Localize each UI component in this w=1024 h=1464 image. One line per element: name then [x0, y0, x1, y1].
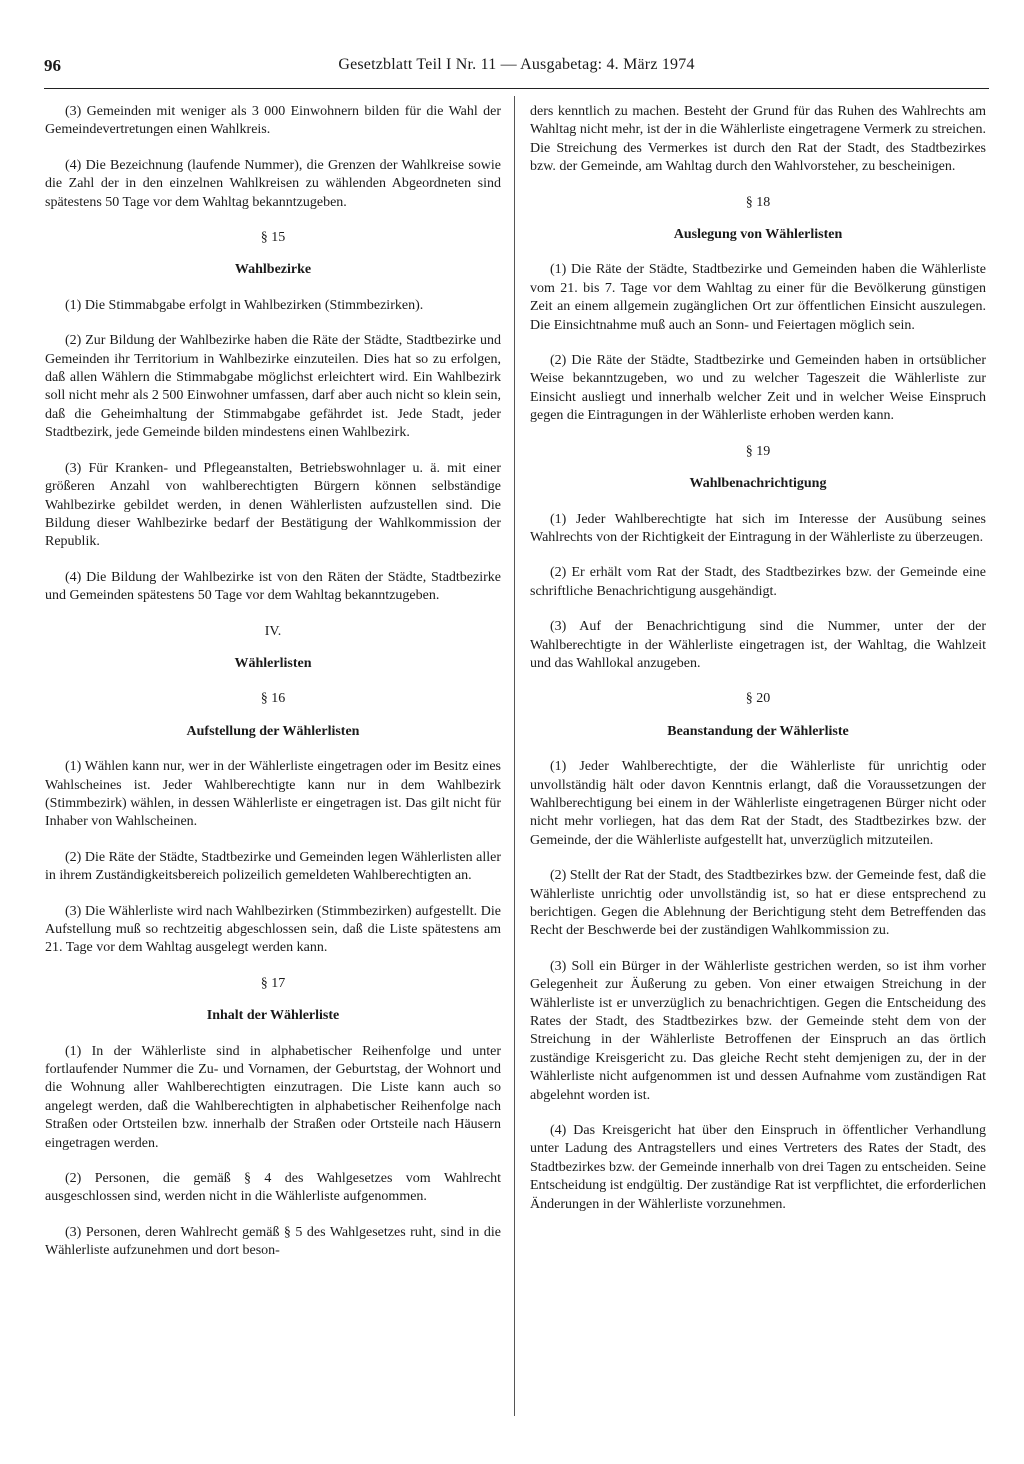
paragraph-15-2: (2) Zur Bildung der Wahlbezirke haben die Räte der Städte, Stadtbezirke und Gemeinden ihr Territorium in Wahlbezirke einzuteilen. Dies hat so zu erfolgen, daß allen Wählern die Stimmabgabe möglichst erleichtert wird. Ein Wahlbezirk soll nicht mehr als 2 500 Einwohner umfassen, darf aber auch nicht so klein sein, daß die Geheimhaltung der Stimmabgabe gefährdet ist. Jede Stadt, jeder Stadtbezirk, jede Gemeinde bilden mindestens einen Wahlbezirk. — [45, 333, 501, 441]
page-header — [44, 52, 989, 89]
paragraph-15-4: (4) Die Bildung der Wahlbezirke ist von den Räten der Städte, Stadtbezirke und Gemeinden spätestens 50 Tage vor dem Wahltag bekanntzugeben. — [45, 569, 501, 604]
running-head: Gesetzblatt Teil I Nr. 11 — Ausgabetag: 4. März 1974 — [338, 56, 695, 73]
paragraph-15-3: (3) Für Kranken- und Pflegeanstalten, Betriebswohnlager u. ä. mit einer größeren Anzahl von wahlberechtigten Bürgern können selbständige Wahlbezirke gebildet werden, in denen Wählerlisten aufzustellen sind. Die Bildung dieser Wahlbezirke bedarf der Bestätigung der Wahlkommission der Republik. — [45, 460, 501, 550]
paragraph-15-1: (1) Die Stimmabgabe erfolgt in Wahlbezirken (Stimmbezirken). — [65, 297, 424, 313]
section-16-number: § 16 — [260, 691, 286, 707]
section-18-title: Auslegung von Wählerlisten — [673, 227, 843, 243]
paragraph-14-3: (3) Gemeinden mit weniger als 3 000 Einwohnern bilden für die Wahl der Gemeindevertretungen einen Wahlkreis. — [45, 104, 501, 138]
section-17-number: § 17 — [260, 975, 286, 991]
paragraph-18-2: (2) Die Räte der Städte, Stadtbezirke und Gemeinden haben in ortsüblicher Weise bekanntzugeben, wo und zu welcher Tageszeit die Wählerliste zur Einsicht ausliegt und innerhalb welcher Zeit und in welcher Weise Einspruch gegen die Eintragungen in der Wählerliste erhoben werden kann. — [530, 353, 986, 424]
paragraph-18-1: (1) Die Räte der Städte, Stadtbezirke und Gemeinden haben die Wählerliste vom 21. bis 7. Tage vor dem Wahltag zu einer für die Bevölkerung günstigen Zeit an einem allgemein zugänglichen Ort zur öffentlichen Einsicht auszulegen. Die Einsichtnahme muß auch an Sonn- und Feiertagen möglich sein. — [530, 262, 986, 333]
chapter-number: IV. — [264, 623, 282, 639]
chapter-title: Wählerlisten — [234, 655, 312, 671]
paragraph-17-2: (2) Personen, die gemäß § 4 des Wahlgesetzes vom Wahlrecht ausgeschlossen sind, werden nicht in die Wählerliste aufgenommen. — [45, 1171, 501, 1205]
paragraph-17-3-continued: ders kenntlich zu machen. Besteht der Grund für das Ruhen des Wahlrechts am Wahltag nicht mehr, ist der in die Wählerliste eingetragene Vermerk zu streichen. Die Streichung des Vermerkes ist durch den Rat der Stadt, des Stadtbezirkes bzw. der Gemeinde, am Wahltag durch den Wahlvorsteher, zu bescheinigen. — [530, 104, 986, 175]
paragraph-20-4: (4) Das Kreisgericht hat über den Einspruch in öffentlicher Verhandlung unter Ladung des Antragstellers und eines Vertreters des Rates der Stadt, des Stadtbezirkes bzw. der Gemeinde innerhalb von drei Tagen zu entscheiden. Seine Entscheidung ist endgültig. Der zuständige Rat ist verpflichtet, die erforderlichen Änderungen in der Wählerliste vorzunehmen. — [530, 1123, 986, 1212]
section-15-number: § 15 — [260, 230, 286, 246]
right-column — [530, 103, 986, 1231]
paragraph-16-1: (1) Wählen kann nur, wer in der Wählerliste eingetragen oder im Besitz eines Wahlscheines ist. Jeder Wahlberechtigte kann nur in dem Wahlbezirk (Stimmbezirk) wählen, in dessen Wählerliste er eingetragen ist. Das gilt nicht für Inhaber von Wahlscheinen. — [45, 759, 501, 830]
section-19-title: Wahlbenachrichtigung — [689, 476, 827, 492]
paragraph-19-3: (3) Auf der Benachrichtigung sind die Nummer, unter der der Wahlberechtigte in der Wählerliste eingetragen ist, der Wahltag, die Wahlzeit und das Wahllokal anzugeben. — [530, 619, 986, 671]
paragraph-16-2: (2) Die Räte der Städte, Stadtbezirke und Gemeinden legen Wählerlisten aller in ihrem Zuständigkeitsbereich polizeilich gemeldeten Wahlberechtigten an. — [45, 849, 501, 884]
section-17-title: Inhalt der Wählerliste — [206, 1008, 340, 1024]
paragraph-17-1: (1) In der Wählerliste sind in alphabetischer Reihenfolge und unter fortlaufender Nummer die Zu- und Vornamen, der Geburtstag, der Wohnort und die Wohnung aller Wahlberechtigten einzutragen. Die Liste kann auch so angelegt werden, daß die Wahlberechtigten in alphabetischer Reihenfolge nach Straßen oder Ortsteilen bzw. innerhalb der Straßen oder Ortsteile nach Häusern eingetragen werden. — [45, 1043, 501, 1151]
paragraph-16-3: (3) Die Wählerliste wird nach Wahlbezirken (Stimmbezirken) aufgestellt. Die Aufstellung muß so rechtzeitig abgeschlossen sein, daß die Liste spätestens am 21. Tage vor dem Wahltag ausgelegt werden kann. — [45, 903, 501, 956]
section-15-title: Wahlbezirke — [234, 262, 312, 278]
column-divider — [514, 96, 515, 1416]
page-number: 96 — [44, 56, 61, 75]
paragraph-19-1: (1) Jeder Wahlberechtigte hat sich im Interesse der Ausübung seines Wahlrechts von der Richtigkeit der Eintragung in der Wählerliste zu überzeugen. — [530, 511, 986, 545]
section-20-number: § 20 — [745, 691, 771, 707]
left-column — [45, 103, 501, 1278]
paragraph-20-3: (3) Soll ein Bürger in der Wählerliste gestrichen werden, so ist ihm vorher Gelegenheit zur Äußerung zu geben. Von einer etwaigen Streichung in der Wählerliste ist er unverzüglich zu benachrichtigen. Gegen die Entscheidung des Rates der Stadt, des Stadtbezirkes bzw. der Gemeinde steht dem von der Streichung in der Wählerliste Betroffenen der Einspruch an das örtlich zuständige Kreisgericht zu. Das gleiche Recht steht demjenigen zu, der in der Wählerliste nicht aufgenommen ist und dessen Aufnahme vom zuständigen Rat abgelehnt worden ist. — [530, 958, 986, 1103]
paragraph-14-4: (4) Die Bezeichnung (laufende Nummer), die Grenzen der Wahlkreise sowie die Zahl der in den einzelnen Wahlkreisen zu wählenden Abgeordneten sind spätestens 50 Tage vor dem Wahltag bekanntzugeben. — [45, 157, 501, 210]
section-16-title: Aufstellung der Wählerlisten — [186, 723, 360, 739]
paragraph-19-2: (2) Er erhält vom Rat der Stadt, des Stadtbezirkes bzw. der Gemeinde eine schriftliche Benachrichtigung ausgehändigt. — [530, 565, 986, 599]
paragraph-17-3: (3) Personen, deren Wahlrecht gemäß § 5 des Wahlgesetzes ruht, sind in die Wählerliste aufzunehmen und dort beson- — [45, 1224, 501, 1259]
section-20-title: Beanstandung der Wählerliste — [667, 723, 849, 739]
section-18-number: § 18 — [745, 194, 771, 210]
section-19-number: § 19 — [745, 443, 771, 459]
paragraph-20-2: (2) Stellt der Rat der Stadt, des Stadtbezirkes bzw. der Gemeinde fest, daß die Wählerliste unrichtig oder unvollständig ist, so hat er diese entsprechend zu berichtigen. Gegen die Ablehnung der Berichtigung steht dem Betreffenden das Recht der Beschwerde bei der zuständigen Wahlkommission zu. — [530, 868, 986, 939]
paragraph-20-1: (1) Jeder Wahlberechtigte, der die Wählerliste für unrichtig oder unvollständig hält oder davon Kenntnis erlangt, daß die Voraussetzungen der Wahlberechtigung bei einem in der Wählerliste eingetragenen Bürger nicht oder nicht mehr vorliegen, hat das dem Rat der Stadt, des Stadtbezirkes bzw. der Gemeinde, der die Wählerliste aufgestellt hat, unverzüglich mitzuteilen. — [530, 759, 986, 848]
